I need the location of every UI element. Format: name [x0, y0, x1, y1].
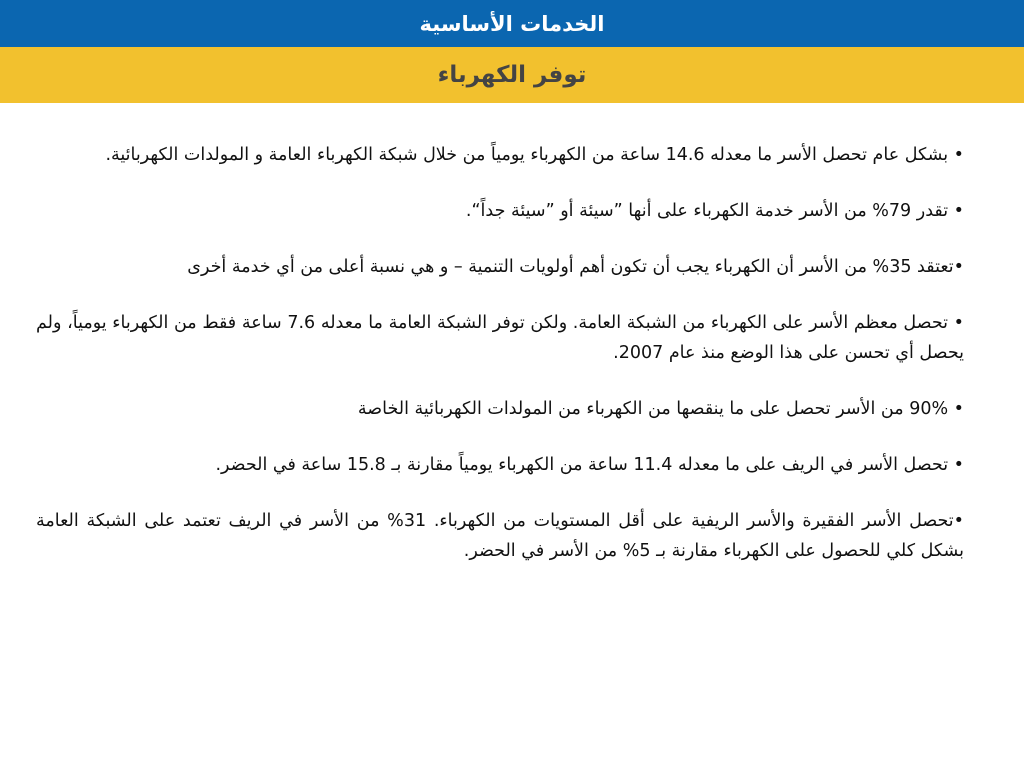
bullet-item: • تحصل معظم الأسر على الكهرباء من الشبكة العامة. ولكن توفر الشبكة العامة ما معدله 7.6 ساعة فقط من الكهرباء يومياً، ولم يحصل أي تحسن على هذا الوضع منذ عام 2007. — [36, 313, 964, 363]
bullet-item: • 90% من الأسر تحصل على ما ينقصها من الكهرباء من المولدات الكهربائية الخاصة — [357, 399, 964, 419]
bullet-item: • تحصل الأسر في الريف على ما معدله 11.4 ساعة من الكهرباء يومياً مقارنة بـ 15.8 ساعة في الحضر. — [215, 455, 964, 475]
bullet-list — [36, 140, 964, 592]
bullet-item: • بشكل عام تحصل الأسر ما معدله 14.6 ساعة من الكهرباء يومياً من خلال شبكة الكهرباء العامة و المولدات الكهربائية. — [105, 145, 964, 165]
title-bar — [0, 0, 1024, 47]
slide-subtitle: توفر الكهرباء — [437, 62, 587, 88]
bullet-item: •تعتقد 35% من الأسر أن الكهرباء يجب أن تكون أهم أولويات التنمية – و هي نسبة أعلى من أي خدمة أخرى — [187, 257, 964, 277]
subtitle-bar — [0, 47, 1024, 103]
bullet-item: •تحصل الأسر الفقيرة والأسر الريفية على أقل المستويات من الكهرباء. 31% من الأسر في الريف تعتمد على الشبكة العامة بشكل كلي للحصول على الكهرباء مقارنة بـ 5% من الأسر في الحضر. — [36, 511, 964, 561]
slide-title: الخدمات الأساسية — [419, 11, 605, 36]
bullet-item: • تقدر 79% من الأسر خدمة الكهرباء على أنها ”سيئة أو ”سيئة جداً“. — [465, 201, 964, 221]
